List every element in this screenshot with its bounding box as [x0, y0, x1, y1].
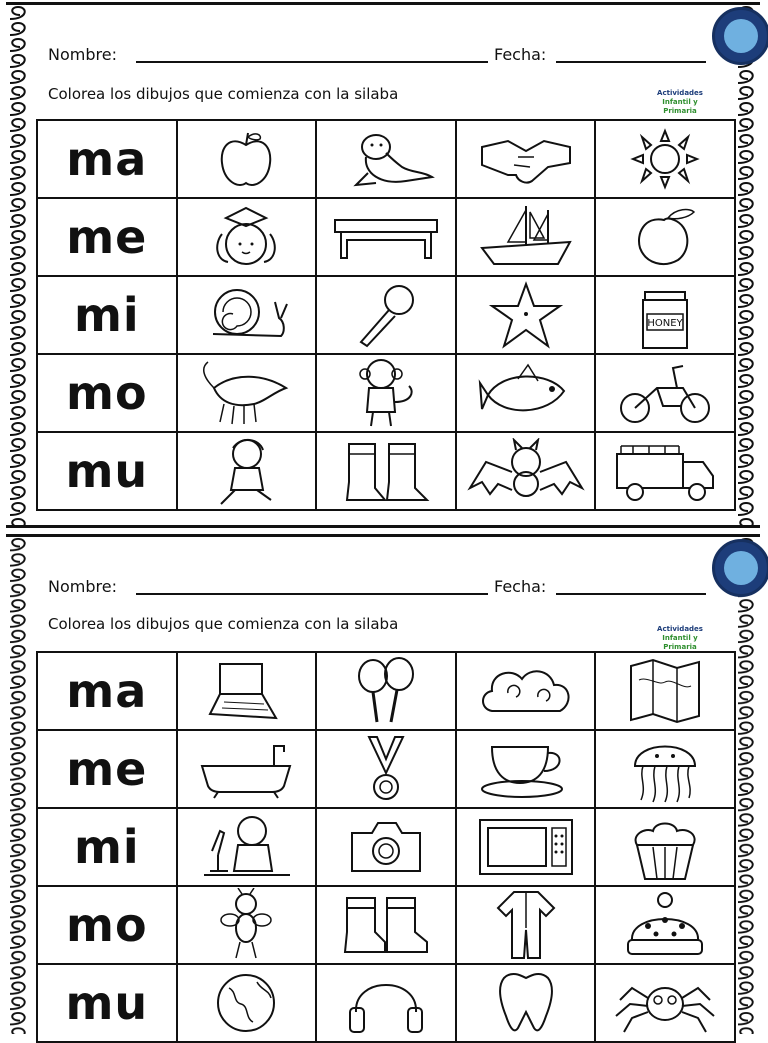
bee-picture[interactable] [177, 886, 317, 964]
logo-big-text: Infantil y Primaria [662, 98, 698, 115]
syllable-cell: mi [37, 808, 177, 886]
syllable-cell: mi [37, 276, 177, 354]
right-scroll-border [734, 537, 760, 1034]
worksheet-1 [6, 2, 760, 528]
handshake-picture[interactable] [456, 120, 596, 198]
badge-logo [712, 7, 768, 65]
boots-picture[interactable] [316, 432, 456, 510]
syllable-cell: ma [37, 652, 177, 730]
honey-label: HONEY [647, 318, 683, 329]
motorcycle-picture[interactable] [595, 354, 735, 432]
date-label: Fecha: [494, 577, 547, 596]
date-line[interactable] [556, 593, 706, 595]
headphones-picture[interactable] [316, 964, 456, 1042]
syllable-cell: mu [37, 432, 177, 510]
name-label: Nombre: [48, 577, 117, 596]
cloud-picture[interactable] [456, 652, 596, 730]
cupcake-picture[interactable] [595, 808, 735, 886]
table-row [37, 120, 735, 198]
left-scroll-border [6, 5, 32, 525]
syllable-cell: me [37, 730, 177, 808]
pajamas-picture[interactable] [456, 886, 596, 964]
table-row [37, 354, 735, 432]
table-row [37, 808, 735, 886]
table-row [37, 886, 735, 964]
spider-picture[interactable] [595, 964, 735, 1042]
bathtub-picture[interactable] [177, 730, 317, 808]
site-logo [646, 625, 714, 652]
table-row [37, 276, 735, 354]
table-row [37, 652, 735, 730]
name-label: Nombre: [48, 45, 117, 64]
fire-truck-picture[interactable] [595, 432, 735, 510]
doll-picture[interactable] [177, 432, 317, 510]
instruction-text: Colorea los dibujos que comienza con la silaba [48, 85, 399, 103]
starfish-picture[interactable] [456, 276, 596, 354]
winter-hat-picture[interactable] [595, 886, 735, 964]
seal-picture[interactable] [316, 120, 456, 198]
logo-small-text: Actividades [657, 625, 703, 633]
syllable-cell: mo [37, 354, 177, 432]
syllable-cell: me [37, 198, 177, 276]
right-scroll-border [734, 5, 760, 525]
syllable-cell: mu [37, 964, 177, 1042]
microwave-picture[interactable] [456, 808, 596, 886]
syllable-table [36, 119, 736, 511]
peach-picture[interactable] [595, 198, 735, 276]
shrimp-picture[interactable] [177, 354, 317, 432]
medal-picture[interactable] [316, 730, 456, 808]
child-microscope-picture[interactable] [177, 808, 317, 886]
maracas-picture[interactable] [316, 652, 456, 730]
name-line[interactable] [136, 61, 488, 63]
syllable-cell: ma [37, 120, 177, 198]
worksheet-2 [6, 534, 760, 1034]
boots-picture[interactable] [316, 886, 456, 964]
left-scroll-border [6, 537, 32, 1034]
table-row [37, 432, 735, 510]
table-row [37, 964, 735, 1042]
jellyfish-picture[interactable] [595, 730, 735, 808]
table-row [37, 198, 735, 276]
snail-picture[interactable] [177, 276, 317, 354]
date-line[interactable] [556, 61, 706, 63]
camera-picture[interactable] [316, 808, 456, 886]
laptop-picture[interactable] [177, 652, 317, 730]
fish-picture[interactable] [456, 354, 596, 432]
date-label: Fecha: [494, 45, 547, 64]
sailboat-picture[interactable] [456, 198, 596, 276]
sun-picture[interactable] [595, 120, 735, 198]
globe-picture[interactable] [177, 964, 317, 1042]
apple-picture[interactable] [177, 120, 317, 198]
syllable-table [36, 651, 736, 1043]
teacup-picture[interactable] [456, 730, 596, 808]
honey-jar-picture[interactable] [595, 276, 735, 354]
instruction-text: Colorea los dibujos que comienza con la silaba [48, 615, 399, 633]
tooth-picture[interactable] [456, 964, 596, 1042]
map-picture[interactable] [595, 652, 735, 730]
microphone-picture[interactable] [316, 276, 456, 354]
table-picture[interactable] [316, 198, 456, 276]
table-row [37, 730, 735, 808]
site-logo [646, 89, 714, 116]
name-line[interactable] [136, 593, 488, 595]
syllable-cell: mo [37, 886, 177, 964]
logo-small-text: Actividades [657, 89, 703, 97]
badge-logo [712, 539, 768, 597]
graduate-girl-picture[interactable] [177, 198, 317, 276]
bat-picture[interactable] [456, 432, 596, 510]
monkey-picture[interactable] [316, 354, 456, 432]
logo-big-text: Infantil y Primaria [662, 634, 698, 651]
